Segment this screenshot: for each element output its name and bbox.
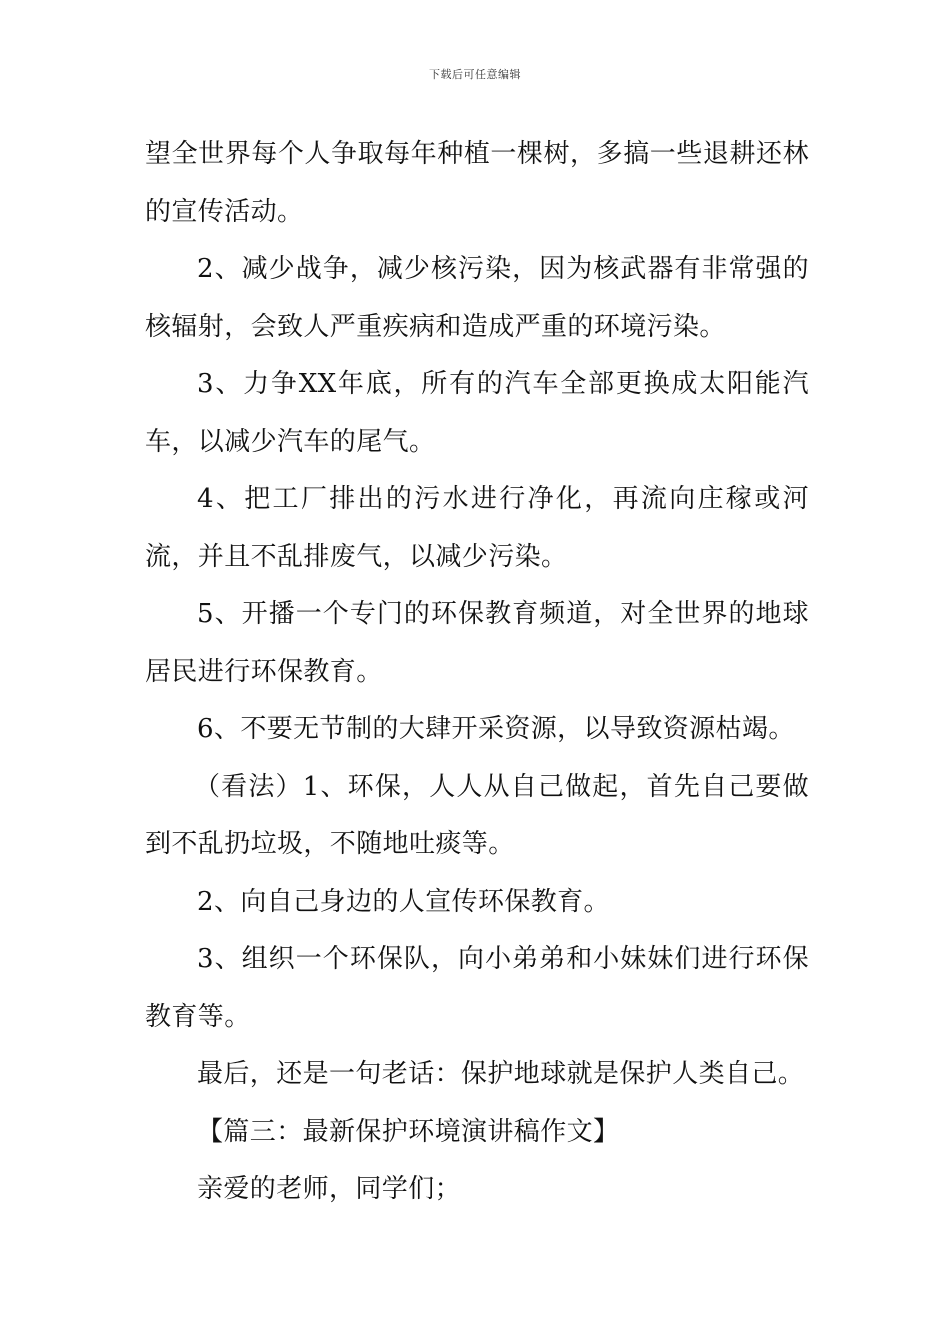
document-body [145,126,809,1219]
paragraph-salutation: 亲爱的老师，同学们； [197,1174,462,1204]
paragraph-item-5: 5、开播一个专门的环保教育频道，对全世界的地球居民进行环保教育。 [145,599,809,687]
paragraph-item-2: 2、减少战争，减少核污染，因为核武器有非常强的核辐射，会致人严重疾病和造成严重的环境污染。 [145,254,809,342]
paragraph-continuation: 望全世界每个人争取每年种植一棵树，多搞一些退耕还林的宣传活动。 [145,139,809,227]
paragraph-item-4: 4、把工厂排出的污水进行净化，再流向庄稼或河流，并且不乱排废气，以减少污染。 [145,484,809,572]
paragraph-item-3: 3、力争XX年底，所有的汽车全部更换成太阳能汽车，以减少汽车的尾气。 [145,369,809,457]
paragraph-item-6: 6、不要无节制的大肆开采资源，以导致资源枯竭。 [197,714,795,744]
paragraph-opinion-2: 2、向自己身边的人宣传环保教育。 [197,886,610,917]
paragraph-conclusion: 最后，还是一句老话：保护地球就是保护人类自己。 [197,1059,805,1089]
section-heading: 【篇三：最新保护环境演讲稿作文】 [197,1116,620,1147]
page-header-note: 下载后可任意编辑 [429,68,521,81]
paragraph-opinion-3: 3、组织一个环保队，向小弟弟和小妹妹们进行环保教育等。 [145,944,809,1032]
paragraph-opinion-1: （看法）1、环保，人人从自己做起，首先自己要做到不乱扔垃圾，不随地吐痰等。 [145,771,809,859]
